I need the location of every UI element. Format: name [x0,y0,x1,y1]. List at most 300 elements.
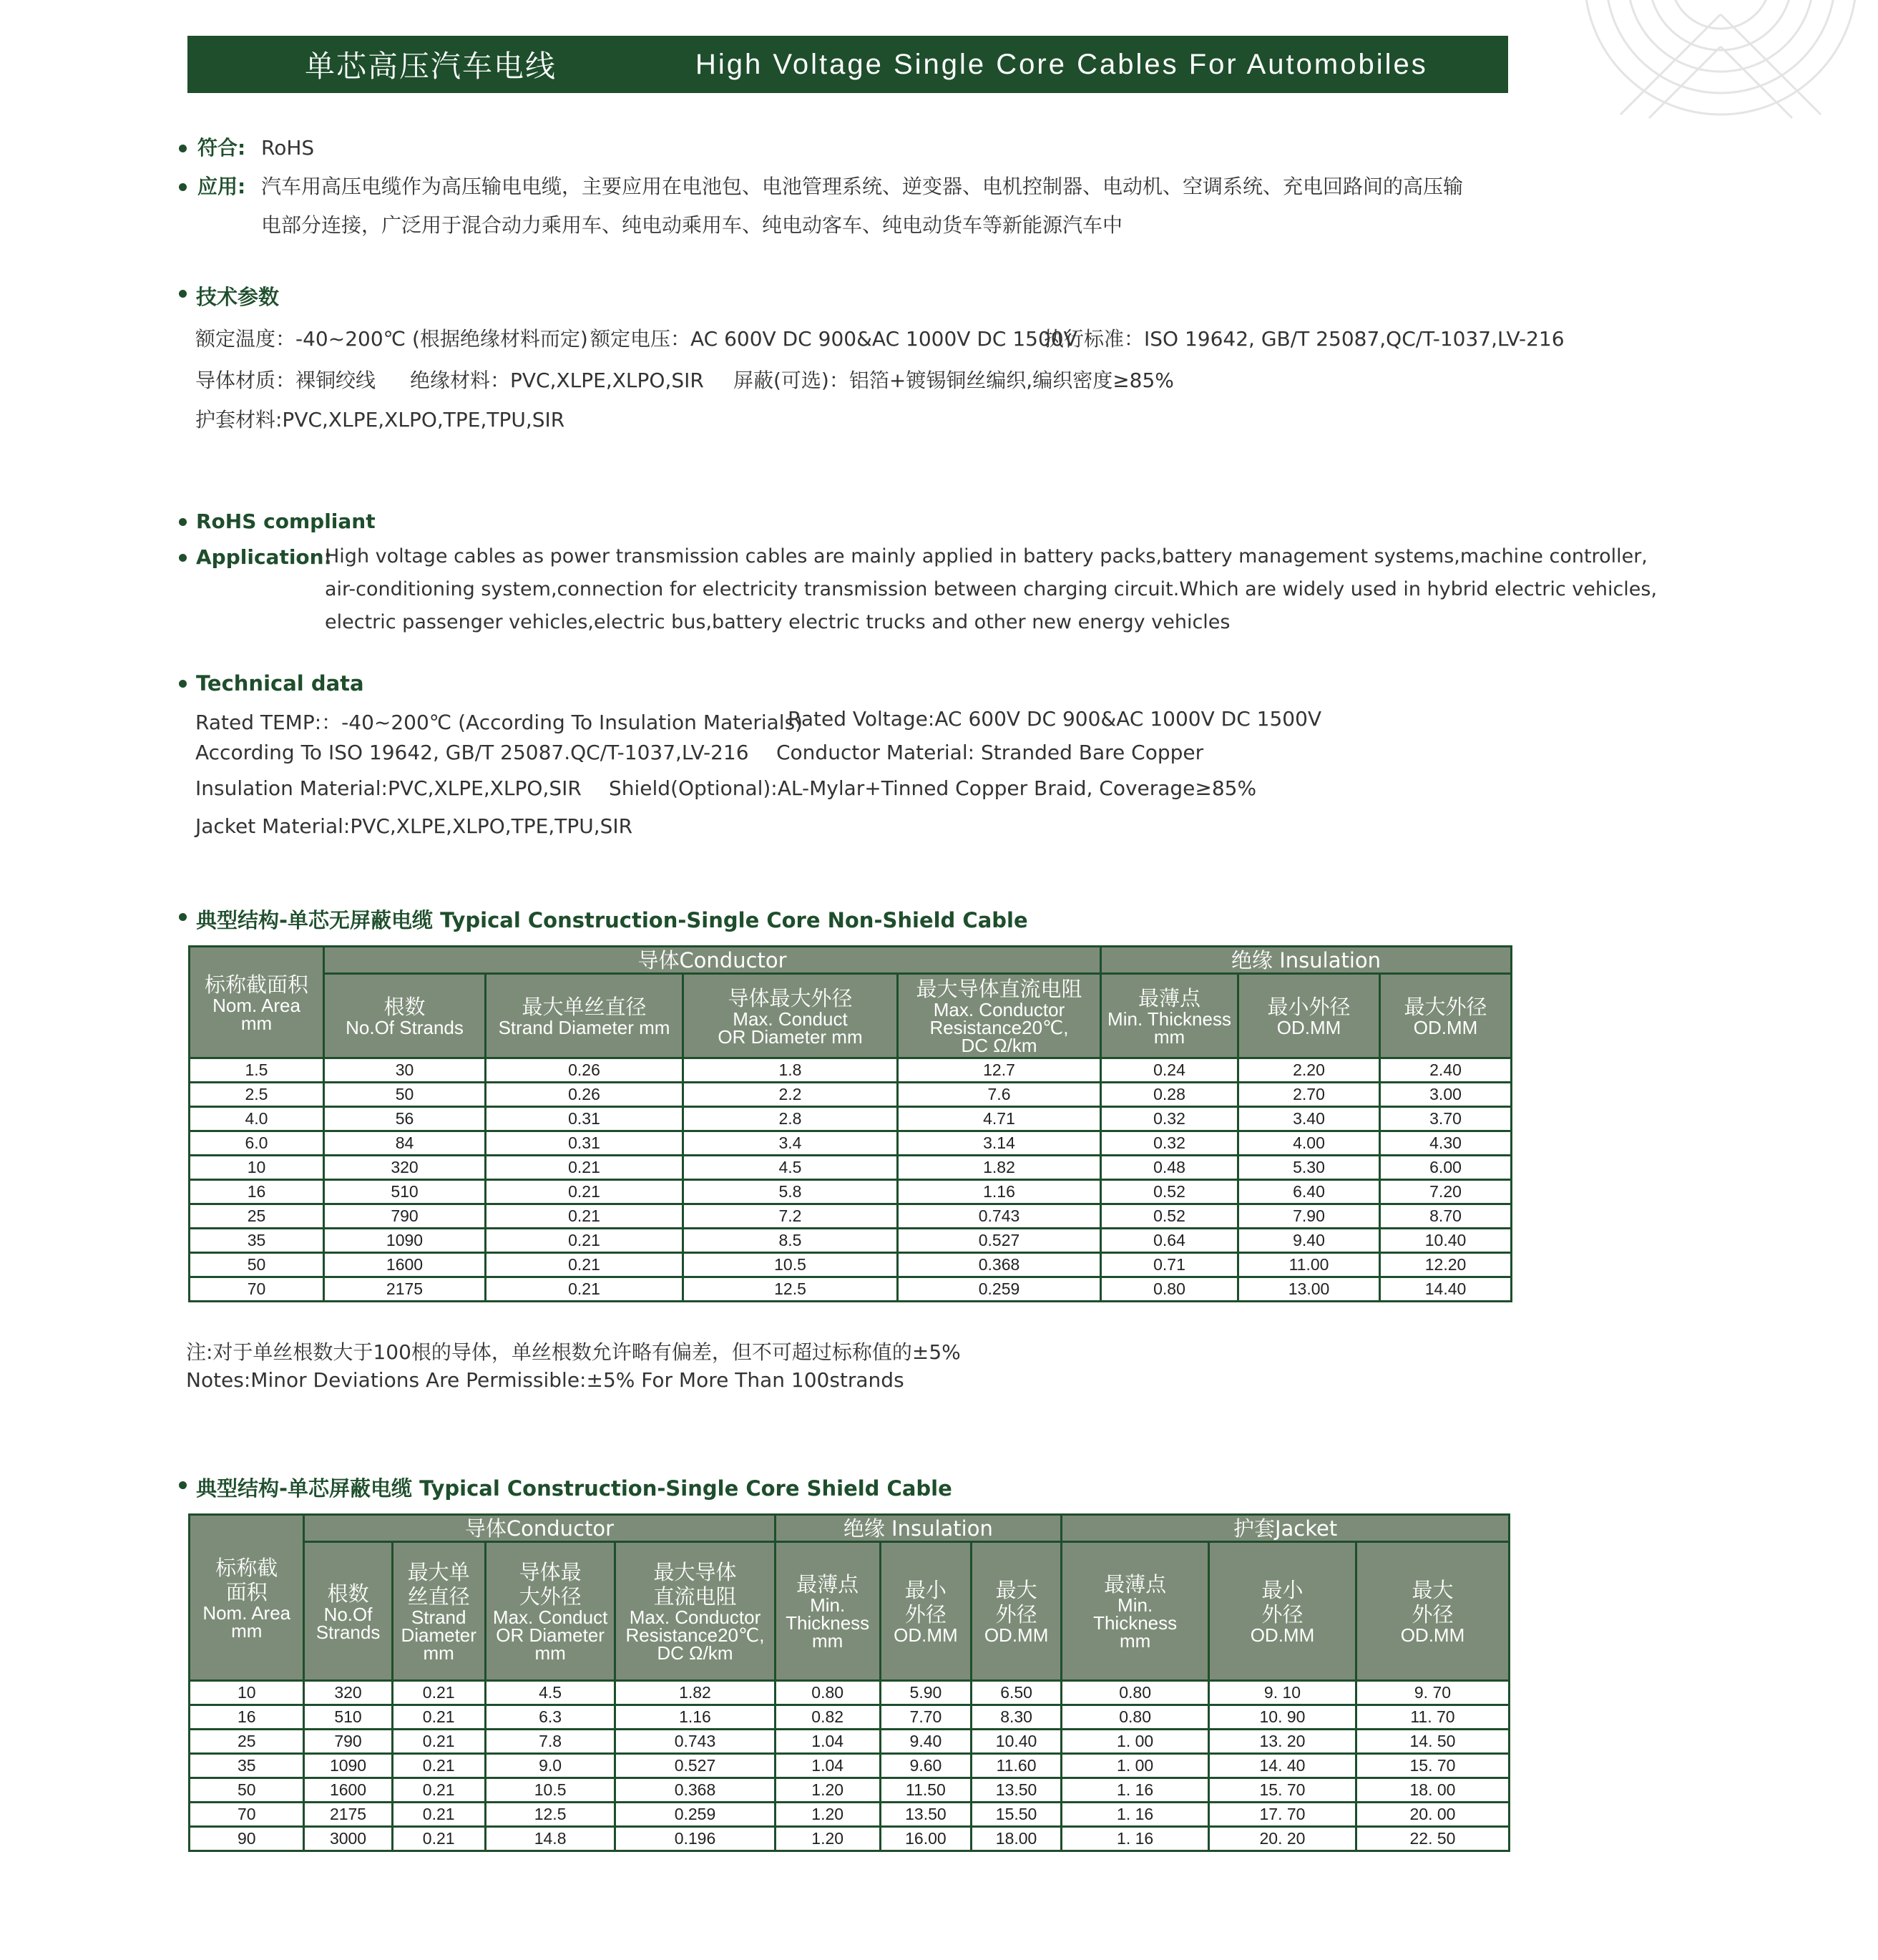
en-app-line3: electric passenger vehicles,electric bus,battery electric trucks and other new energy vehicles [325,611,1231,633]
zh-spec-standard: 执行标准：ISO 19642, GB/T 25087,QC/T-1037,LV-216 [1044,327,1565,351]
header-text: Min. [810,1594,846,1616]
table-cell: 18.00 [972,1827,1062,1851]
table-cell: 5.90 [880,1681,971,1705]
table-cell: 14. 50 [1356,1730,1509,1754]
col-header-strands [324,974,486,1058]
table-cell: 0.82 [775,1705,880,1730]
table-row [190,1229,1512,1253]
table-cell: 7.20 [1380,1180,1512,1204]
table-cell: 0.52 [1101,1204,1238,1229]
bullet-icon [179,290,187,298]
table-cell: 0.80 [775,1681,880,1705]
header-text: Max. Conduct [733,1008,848,1030]
zh-app-row [179,167,1524,206]
col-header-area [190,1515,304,1681]
table-cell: 12.5 [683,1277,898,1302]
header-text: 最薄点 [1138,985,1201,1010]
table-cell: 70 [190,1803,304,1827]
table-cell: 9.40 [1238,1229,1380,1253]
table-cell: 0.52 [1101,1180,1238,1204]
table-cell: 1. 16 [1062,1803,1209,1827]
table-cell: 2.5 [190,1083,324,1107]
table2-title: 典型结构-单芯屏蔽电缆 Typical Construction-Single Core Shield Cable [196,1476,952,1501]
header-text: Resistance20℃, [929,1017,1069,1038]
table-cell: 0.31 [486,1131,683,1156]
table-cell: 7.70 [880,1705,971,1730]
header-text: DC Ω/km [961,1035,1037,1056]
header-text: 最薄点 [796,1572,859,1596]
title-banner [187,36,1508,93]
bullet-icon [179,680,187,688]
table-row [190,1803,1510,1827]
table-cell: 0.71 [1101,1253,1238,1277]
table-cell: 50 [324,1083,486,1107]
table-cell: 0.21 [392,1730,485,1754]
table-cell: 0.80 [1062,1681,1209,1705]
table-cell: 1.04 [775,1754,880,1778]
note-zh: 注:对于单丝根数大于100根的导体，单丝根数允许略有偏差，但不可超过标称值的±5% [186,1340,961,1364]
header-text: OD.MM [1400,1624,1465,1646]
table-cell: 4.5 [683,1156,898,1180]
table-cell: 2.8 [683,1107,898,1131]
table-cell: 1.16 [615,1705,775,1730]
table-cell: 1. 00 [1062,1754,1209,1778]
table-cell: 10.40 [1380,1229,1512,1253]
zh-app-label: 应用: [197,175,246,198]
bullet-icon [179,145,187,152]
table-cell: 0.21 [392,1754,485,1778]
col-header-ins-min-thickness [775,1542,880,1681]
header-text: Min. [1117,1594,1153,1616]
en-spec-jacket: Jacket Material:PVC,XLPE,XLPO,TPE,TPU,SIR [195,814,633,838]
col-header-jacket-min-thickness [1062,1542,1209,1681]
table-cell: 35 [190,1229,324,1253]
table-cell: 25 [190,1730,304,1754]
header-text: mm [1119,1630,1151,1652]
header-text: Strand [411,1606,466,1628]
header-text: 外径 [904,1602,947,1627]
table-row [190,1058,1512,1083]
table-cell: 5.8 [683,1180,898,1204]
table-cell: 0.21 [392,1803,485,1827]
table-cell: 4.5 [485,1681,615,1705]
table-cell: 10 [190,1156,324,1180]
table-cell: 510 [324,1180,486,1204]
en-tech-label: Technical data [196,671,364,696]
header-text: Resistance20℃, [625,1624,765,1646]
table-cell: 13. 20 [1209,1730,1356,1754]
header-text: 导体Conductor [637,947,787,972]
zh-spec-conductor: 导体材质：裸铜绞线 [195,369,376,392]
table-cell: 8.5 [683,1229,898,1253]
header-text: mm [534,1642,566,1664]
header-text: 最小 [1261,1578,1304,1602]
table-cell: 0.64 [1101,1229,1238,1253]
col-header-strands [304,1542,392,1681]
table-cell: 1600 [324,1253,486,1277]
table-cell: 0.32 [1101,1107,1238,1131]
table-cell: 3.14 [898,1131,1101,1156]
non-shield-cable-table [188,945,1512,1302]
col-header-jacket-max-od [1356,1542,1509,1681]
table-cell: 14.8 [485,1827,615,1851]
header-text: No.Of [323,1603,373,1625]
header-text: Strand Diameter mm [498,1017,670,1038]
header-text: 标称截面积 [204,972,308,997]
table-row [190,1253,1512,1277]
table-cell: 0.31 [486,1107,683,1131]
table-cell: 1.20 [775,1827,880,1851]
table-cell: 1090 [324,1229,486,1253]
en-spec-line-4 [195,814,1512,840]
header-text: Min. Thickness [1107,1008,1231,1030]
header-text: mm [423,1642,454,1664]
table-cell: 2175 [304,1803,392,1827]
en-spec-voltage: Rated Voltage:AC 600V DC 900&AC 1000V DC 1500V [788,707,1322,731]
table-cell: 1.8 [683,1058,898,1083]
zh-intro-section [179,129,1524,245]
table-cell: 0.368 [898,1253,1101,1277]
table-cell: 1. 16 [1062,1778,1209,1803]
en-spec-temp: Rated TEMP:：-40~200℃ (According To Insulation Materials) [195,711,803,734]
table-cell: 0.21 [486,1253,683,1277]
table-cell: 4.00 [1238,1131,1380,1156]
table-cell: 2.20 [1238,1058,1380,1083]
header-text: 大外径 [519,1584,582,1609]
table-cell: 3.4 [683,1131,898,1156]
header-text: Nom. Area [212,994,300,1016]
header-text: OD.MM [1250,1624,1315,1646]
table-cell: 90 [190,1827,304,1851]
zh-app-line1: 汽车用高压电缆作为高压输电电缆，主要应用在电池包、电池管理系统、逆变器、电机控制器、电动机、空调系统、充电回路间的高压输 [261,175,1464,198]
table-cell: 20. 00 [1356,1803,1509,1827]
shield-cable-table [188,1513,1510,1852]
bullet-icon [179,554,187,562]
table-cell: 1. 00 [1062,1730,1209,1754]
zh-spec-temp: 额定温度：-40~200℃ (根据绝缘材料而定) [195,327,588,351]
zh-spec-insulation: 绝缘材料：PVC,XLPE,XLPO,SIR [410,369,704,392]
table-cell: 320 [304,1681,392,1705]
table-cell: 0.80 [1101,1277,1238,1302]
header-text: 最大单丝直径 [522,995,647,1019]
table-cell: 9.0 [485,1754,615,1778]
header-text: Strands [316,1621,381,1643]
table-cell: 11.00 [1238,1253,1380,1277]
banner-title-en: High Voltage Single Core Cables For Automobiles [695,48,1428,80]
table-row [190,1778,1510,1803]
col-header-conductor-od [485,1542,615,1681]
table-cell: 320 [324,1156,486,1180]
table-row [190,1754,1510,1778]
col-header-ins-max-od [972,1542,1062,1681]
table-cell: 0.527 [615,1754,775,1778]
table-cell: 1090 [304,1754,392,1778]
table-cell: 12.5 [485,1803,615,1827]
header-text: 外径 [1261,1602,1304,1627]
table-cell: 13.50 [972,1778,1062,1803]
table-cell: 0.259 [898,1277,1101,1302]
table-cell: 7.8 [485,1730,615,1754]
zh-app-line2: 电部分连接，广泛用于混合动力乘用车、纯电动乘用车、纯电动客车、纯电动货车等新能源汽车中 [261,213,1123,237]
table-cell: 70 [190,1277,324,1302]
header-text: OD.MM [1276,1017,1341,1038]
table-cell: 0.21 [486,1204,683,1229]
table-cell: 0.21 [486,1229,683,1253]
group-header-conductor [304,1515,775,1542]
table-cell: 0.196 [615,1827,775,1851]
en-spec-insulation: Insulation Material:PVC,XLPE,XLPO,SIR [195,776,582,800]
header-text: OD.MM [894,1624,958,1646]
header-text: OD.MM [1413,1017,1478,1038]
table-cell: 9. 10 [1209,1681,1356,1705]
table-cell: 0.48 [1101,1156,1238,1180]
table1-body [190,1058,1512,1302]
table-row [190,1277,1512,1302]
group-header-insulation [775,1515,1062,1542]
en-app-line1: High voltage cables as power transmission cables are mainly applied in battery packs,battery management systems,machine controller, [325,545,1648,567]
header-text: 导体Conductor [464,1516,615,1541]
header-text: No.Of Strands [346,1017,464,1038]
en-spec-line-2 [195,741,1512,766]
header-text: 最大 [995,1578,1037,1602]
banner-title-zh: 单芯高压汽车电线 [305,49,557,84]
header-text: 最小 [904,1578,947,1602]
table-cell: 0.24 [1101,1058,1238,1083]
table-cell: 9.60 [880,1754,971,1778]
table-cell: 6.0 [190,1131,324,1156]
col-header-max-od [1380,974,1512,1058]
zh-comply-value: RoHS [261,136,315,160]
table-cell: 6.40 [1238,1180,1380,1204]
en-app-label: Application: [196,545,332,569]
table-cell: 18. 00 [1356,1778,1509,1803]
bullet-icon [179,913,187,921]
table-cell: 30 [324,1058,486,1083]
table-row [190,1180,1512,1204]
table-cell: 0.32 [1101,1131,1238,1156]
table-cell: 6.50 [972,1681,1062,1705]
col-header-resistance [898,974,1101,1058]
table-cell: 3000 [304,1827,392,1851]
table-cell: 5.30 [1238,1156,1380,1180]
en-spec-line-3 [195,776,1512,802]
table-cell: 0.21 [486,1180,683,1204]
table-cell: 1.16 [898,1180,1101,1204]
header-text: DC Ω/km [657,1642,733,1664]
table-cell: 14. 40 [1209,1754,1356,1778]
header-text: OR Diameter [496,1624,605,1646]
table-cell: 50 [190,1778,304,1803]
header-text: 最大导体 [653,1560,737,1584]
table-cell: 8.30 [972,1705,1062,1730]
zh-spec-line-1 [195,323,1565,351]
table-cell: 0.743 [615,1730,775,1754]
table-cell: 50 [190,1253,324,1277]
table-cell: 25 [190,1204,324,1229]
group-header-conductor [324,947,1101,974]
table-cell: 0.26 [486,1058,683,1083]
table-cell: 6.00 [1380,1156,1512,1180]
table-cell: 4.0 [190,1107,324,1131]
zh-spec-shield: 屏蔽(可选)：铝箔+镀锡铜丝编织,编织密度≥85% [733,369,1174,392]
table-cell: 0.259 [615,1803,775,1827]
table-cell: 0.80 [1062,1705,1209,1730]
zh-comply-label: 符合: [197,136,246,160]
header-text: mm [1153,1025,1185,1048]
table-cell: 17. 70 [1209,1803,1356,1827]
col-header-jacket-min-od [1209,1542,1356,1681]
header-text: 最小外径 [1267,995,1351,1019]
zh-spec-voltage: 额定电压：AC 600V DC 900&AC 1000V DC 1500V [590,327,1077,351]
header-text: 根数 [383,995,426,1019]
table-cell: 13.50 [880,1803,971,1827]
header-text: 绝缘 Insulation [843,1516,993,1541]
header-text: 最大 [1412,1578,1454,1602]
table-cell: 16 [190,1705,304,1730]
table-cell: 13.00 [1238,1277,1380,1302]
table-cell: 35 [190,1754,304,1778]
bullet-icon [179,518,187,526]
header-text: Nom. Area [202,1601,291,1624]
table-cell: 0.21 [486,1156,683,1180]
table-cell: 10. 90 [1209,1705,1356,1730]
header-text: 最大单 [407,1560,470,1584]
table-cell: 4.30 [1380,1131,1512,1156]
zh-tech-label: 技术参数 [196,285,280,309]
table-cell: 2.40 [1380,1058,1512,1083]
table-cell: 10.40 [972,1730,1062,1754]
table-cell: 1.82 [615,1681,775,1705]
corner-emblem-decoration [1578,0,1864,122]
table-cell: 1.04 [775,1730,880,1754]
table-cell: 15. 70 [1209,1778,1356,1803]
header-text: 最薄点 [1104,1572,1167,1596]
header-text: 护套Jacket [1233,1516,1338,1541]
table-row [190,1083,1512,1107]
header-text: OR Diameter mm [718,1025,863,1048]
table-cell: 12.20 [1380,1253,1512,1277]
header-text: 面积 [225,1579,268,1604]
header-text: Thickness [786,1612,870,1634]
zh-app-row2 [179,206,1524,245]
table-cell: 6.3 [485,1705,615,1730]
header-text: 外径 [995,1602,1037,1627]
table-cell: 10 [190,1681,304,1705]
table1-title: 典型结构-单芯无屏蔽电缆 Typical Construction-Single Core Non-Shield Cable [196,908,1028,932]
bullet-icon [179,1481,187,1489]
table-cell: 15. 70 [1356,1754,1509,1778]
table-cell: 1.20 [775,1778,880,1803]
table-cell: 4.71 [898,1107,1101,1131]
group-header-insulation [1101,947,1512,974]
header-text: Thickness [1093,1612,1178,1634]
table-cell: 10.5 [485,1778,615,1803]
header-text: Max. Conduct [492,1606,608,1628]
table2-body [190,1681,1510,1851]
header-text: 根数 [327,1581,369,1606]
zh-spec-jacket: 护套材料:PVC,XLPE,XLPO,TPE,TPU,SIR [195,408,565,432]
zh-spec-line-2 [195,365,1512,391]
zh-spec-line-3 [195,404,1512,430]
group-header-jacket [1062,1515,1510,1542]
table-cell: 7.2 [683,1204,898,1229]
table-cell: 84 [324,1131,486,1156]
table-cell: 15.50 [972,1803,1062,1827]
table-cell: 0.743 [898,1204,1101,1229]
header-text: mm [240,1012,273,1034]
table-cell: 2.2 [683,1083,898,1107]
table-cell: 510 [304,1705,392,1730]
header-text: Max. Conductor [933,999,1065,1020]
table-row [190,1204,1512,1229]
table-row [190,1705,1510,1730]
table-cell: 0.527 [898,1229,1101,1253]
table-cell: 16 [190,1180,324,1204]
table-cell: 3.70 [1380,1107,1512,1131]
table-cell: 22. 50 [1356,1827,1509,1851]
table-row [190,1681,1510,1705]
table-cell: 3.00 [1380,1083,1512,1107]
header-text: Max. Conductor [629,1606,761,1628]
en-spec-shield: Shield(Optional):AL-Mylar+Tinned Copper Braid, Coverage≥85% [609,776,1257,800]
header-text: mm [231,1619,263,1642]
table-cell: 11.50 [880,1778,971,1803]
bullet-icon [179,183,187,191]
col-header-min-od [1238,974,1380,1058]
table-cell: 0.21 [486,1277,683,1302]
en-app-line2: air-conditioning system,connection for electricity transmission between charging circuit.Which are widely used in hybrid electric vehicles, [325,578,1658,600]
table-cell: 14.40 [1380,1277,1512,1302]
table-cell: 9. 70 [1356,1681,1509,1705]
en-spec-standard: According To ISO 19642, GB/T 25087.QC/T-1037,LV-216 [195,741,749,764]
header-text: OD.MM [984,1624,1049,1646]
header-text: 导体最大外径 [728,985,853,1010]
table-row [190,1730,1510,1754]
table-cell: 0.21 [392,1827,485,1851]
table-cell: 0.21 [392,1778,485,1803]
en-rohs-label: RoHS compliant [196,509,376,533]
header-text: 外径 [1412,1602,1454,1627]
col-header-conductor-od [683,974,898,1058]
table-cell: 0.28 [1101,1083,1238,1107]
header-text: Diameter [401,1624,476,1646]
header-text: 最大导体直流电阻 [916,977,1082,1001]
header-text: 直流电阻 [653,1584,737,1609]
note-en: Notes:Minor Deviations Are Permissible:±5% For More Than 100strands [186,1368,904,1392]
col-header-min-thickness [1101,974,1238,1058]
table-cell: 1.20 [775,1803,880,1827]
col-header-area [190,947,324,1058]
table-cell: 7.6 [898,1083,1101,1107]
table-cell: 11. 70 [1356,1705,1509,1730]
table-cell: 3.40 [1238,1107,1380,1131]
header-text: 丝直径 [407,1584,470,1609]
col-header-strand-diameter [486,974,683,1058]
col-header-strand-diameter [392,1542,485,1681]
table-cell: 1. 16 [1062,1827,1209,1851]
table-cell: 0.21 [392,1681,485,1705]
table-row [190,1156,1512,1180]
table-cell: 2.70 [1238,1083,1380,1107]
table-row [190,1107,1512,1131]
table-cell: 10.5 [683,1253,898,1277]
header-text: 导体最 [519,1560,582,1584]
table-cell: 8.70 [1380,1204,1512,1229]
table-cell: 9.40 [880,1730,971,1754]
table-cell: 0.21 [392,1705,485,1730]
zh-comply-row [179,129,1524,167]
en-spec-line-1 [195,707,1512,733]
